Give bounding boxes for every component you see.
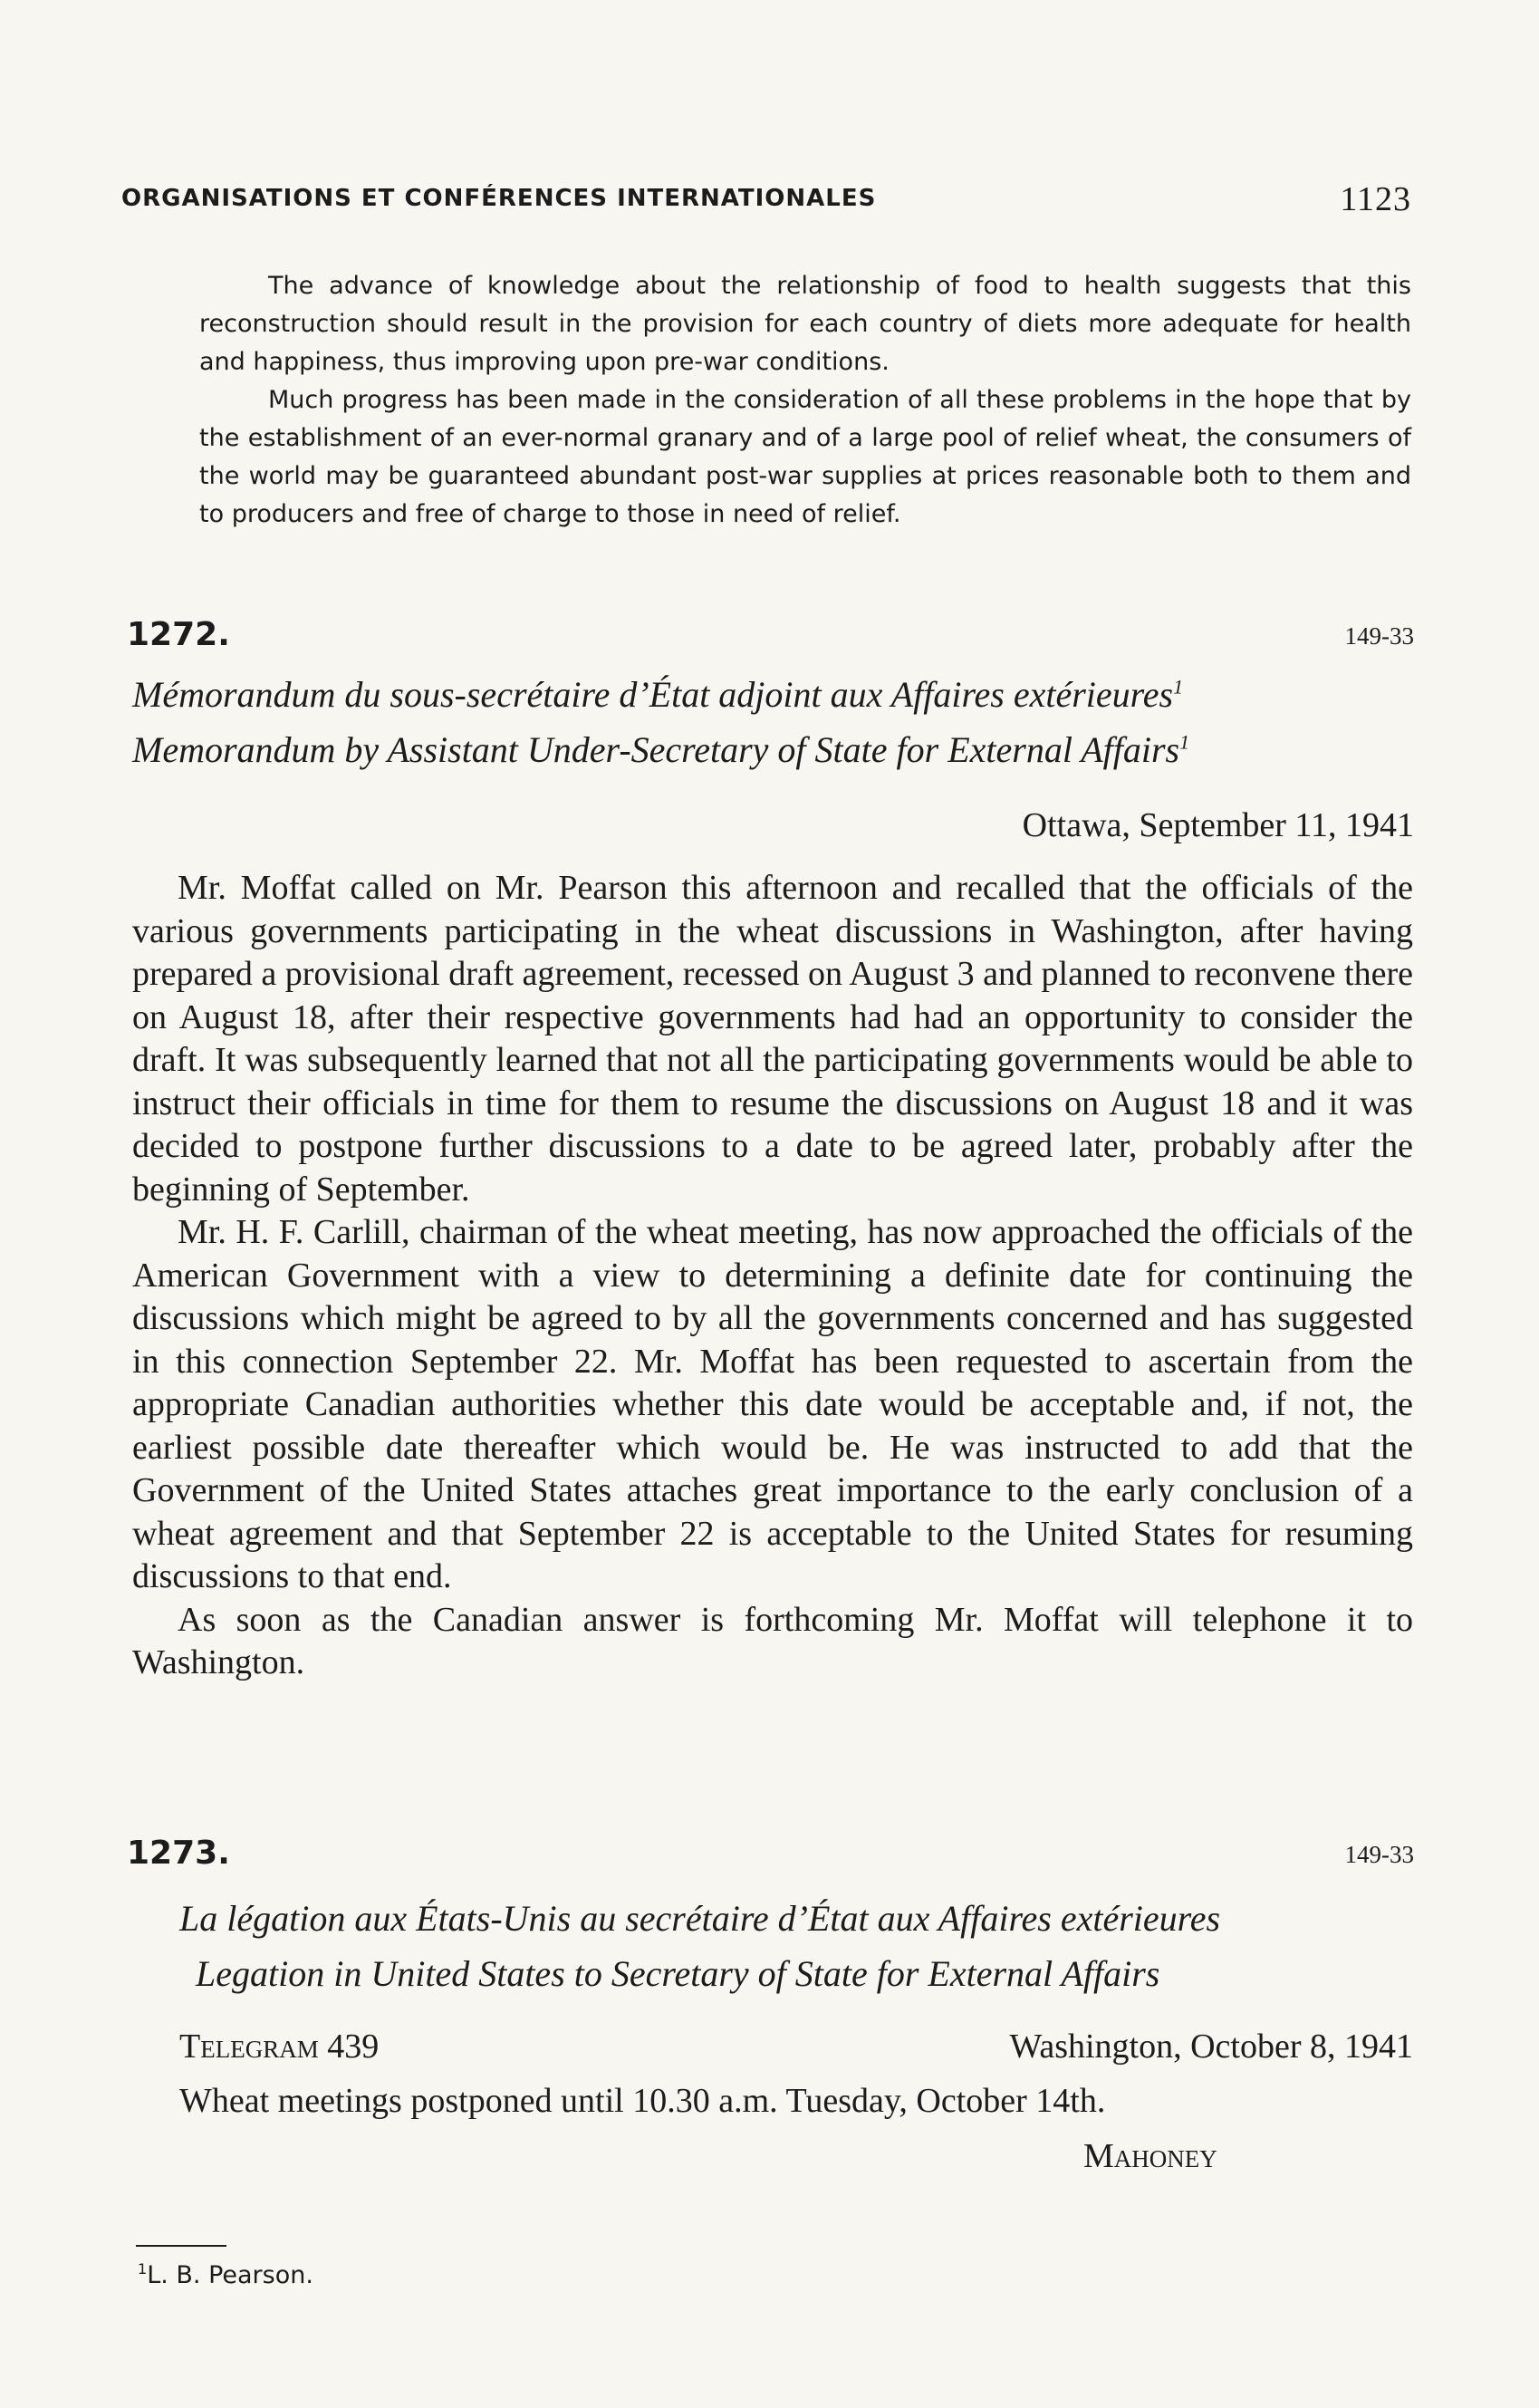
- body-paragraph: Mr. H. F. Carlill, chairman of the wheat meeting, has now approached the officials of the American Government with a view to determining a definite date for continuing the discussions which might be agreed to by all the governments concerned and has suggested in this connection September 22. Mr. Moffat has been requested to ascertain from the appropriate Canadian authorities whether this date would be acceptable and, if not, the earliest possible date thereafter which would be. He was instructed to add that the Government of the United States attaches great importance to the early conclusion of a wheat agreement and that September 22 is acceptable to the United States for resuming discussions to that end.: [132, 1213, 1413, 1595]
- footnote-marker: 1: [138, 2260, 148, 2278]
- file-reference: 149-33: [1344, 622, 1414, 650]
- dateline: Washington, October 8, 1941: [1009, 2028, 1413, 2066]
- document-number: 1273.: [127, 1835, 230, 1872]
- document-number: 1272.: [127, 616, 230, 653]
- document-title-en: Legation in United States to Secretary of State for External Affairs: [196, 1953, 1160, 1994]
- footnote: [138, 2260, 313, 2289]
- intro-paragraph: The advance of knowledge about the relationship of food to health suggests that this reconstruction should result in the provision for each country of diets more adequate for health and happiness, thus improving upon pre-war conditions.: [199, 272, 1411, 376]
- title-en-text: Memorandum by Assistant Under-Secretary of State for External Affairs: [132, 729, 1180, 770]
- document-title-en: [132, 728, 1189, 771]
- footnote-marker: 1: [1179, 730, 1190, 754]
- message-text: Wheat meetings postponed until 10.30 a.m. Tuesday, October 14th.: [179, 2082, 1106, 2120]
- footnote-marker: 1: [1173, 675, 1184, 698]
- page-number: 1123: [1340, 180, 1411, 218]
- dateline: Ottawa, September 11, 1941: [1022, 806, 1414, 844]
- intro-paragraph: Much progress has been made in the consideration of all these problems in the hope that by the establishment of an ever-normal granary and of a large pool of relief wheat, the consumers of the world may be guaranteed abundant post-war supplies at prices reasonable both to them and to producers and free of charge to those in need of relief.: [199, 386, 1411, 528]
- body-paragraph: Mr. Moffat called on Mr. Pearson this afternoon and recalled that the officials of the various governments participating in the wheat discussions in Washington, after having prepared a provisional draft agreement, recessed on August 3 and planned to reconvene there on August 18, after their respective governments had had an opportunity to consider the draft. It was subsequently learned that not all the participating governments would be able to instruct their officials in time for them to resume the discussions on August 18 and it was decided to postpone further discussions to a date to be agreed later, probably after the beginning of September.: [132, 869, 1413, 1209]
- header-title: ORGANISATIONS ET CONFÉRENCES INTERNATIONALES: [121, 185, 877, 212]
- title-fr-text: Mémorandum du sous-secrétaire d’État adjoint aux Affaires extérieures: [132, 674, 1174, 715]
- document-title-fr: [132, 673, 1183, 716]
- document-title-fr: La légation aux États-Unis au secrétaire d’État aux Affaires extérieures: [179, 1898, 1221, 1939]
- telegram-number: Telegram 439: [179, 2028, 380, 2066]
- file-reference: 149-33: [1344, 1841, 1414, 1868]
- footnote-divider: [136, 2245, 226, 2247]
- running-header: [121, 180, 1411, 218]
- footnote-text: L. B. Pearson.: [147, 2261, 313, 2289]
- body-paragraph: As soon as the Canadian answer is forthcoming Mr. Moffat will telephone it to Washington.: [132, 1600, 1413, 1681]
- intro-text: [199, 267, 1411, 534]
- signature: Mahoney: [1083, 2137, 1217, 2175]
- memorandum-body: [132, 867, 1413, 1685]
